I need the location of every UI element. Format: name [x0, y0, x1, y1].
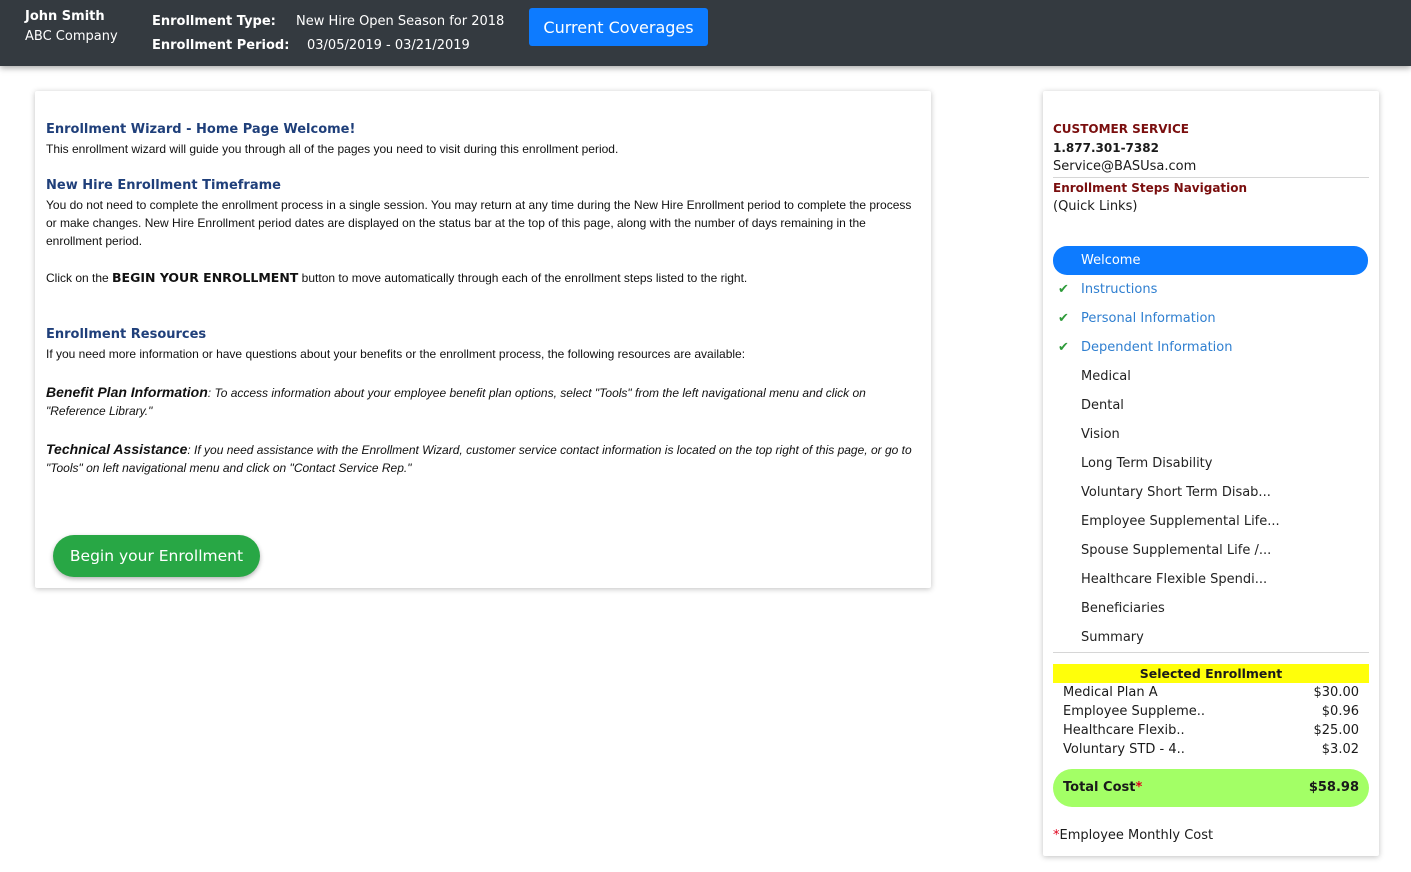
total-cost-value: $58.98	[1308, 780, 1359, 795]
timeframe-heading: New Hire Enrollment Timeframe	[46, 178, 281, 193]
nav-item-label: Voluntary Short Term Disab...	[1081, 485, 1271, 500]
customer-service-email[interactable]: Service@BASUsa.com	[1053, 159, 1197, 174]
nav-item-personal-information[interactable]	[1053, 304, 1368, 333]
selected-plan-name: Medical Plan A	[1063, 685, 1158, 700]
total-cost-label: Total Cost	[1063, 780, 1136, 795]
selected-plan-amount: $30.00	[1313, 685, 1359, 700]
nav-item-medical[interactable]	[1053, 362, 1368, 391]
timeframe-text: You do not need to complete the enrollment process in a single session. You may return at any time during the New Hire Enrollment period to complete the process or make changes. New Hire Enrollment period dates are displayed on the status bar at the top of this page, along with the number of days remaining in the enrollment period.	[46, 198, 912, 248]
welcome-heading: Enrollment Wizard - Home Page Welcome!	[46, 122, 356, 137]
footnote-text: Employee Monthly Cost	[1059, 828, 1214, 843]
selected-plan-amount: $0.96	[1321, 704, 1359, 719]
selected-enrollment-row	[1063, 702, 1359, 721]
benefit-plan-info	[46, 383, 918, 420]
nav-title: Enrollment Steps Navigation	[1053, 181, 1248, 195]
nav-item-label: Dental	[1081, 398, 1124, 413]
click-instruction-prefix: Click on the	[46, 271, 113, 285]
nav-item-beneficiaries[interactable]	[1053, 594, 1368, 623]
nav-subtitle: (Quick Links)	[1053, 199, 1138, 214]
enrollment-steps-nav	[1053, 246, 1368, 652]
click-instruction-suffix: button to move automatically through each of the enrollment steps listed to the right.	[298, 271, 748, 285]
enrollment-period-value: 03/05/2019 - 03/21/2019	[307, 38, 470, 53]
check-icon: ✔	[1058, 282, 1069, 297]
selected-enrollment-row	[1063, 721, 1359, 740]
nav-item-label: Long Term Disability	[1081, 456, 1213, 471]
customer-service-title: CUSTOMER SERVICE	[1053, 122, 1189, 136]
resources-heading: Enrollment Resources	[46, 327, 207, 342]
footnote-asterisk: *	[1053, 828, 1060, 843]
nav-item-label: Spouse Supplemental Life /...	[1081, 543, 1272, 558]
technical-assistance-lead: Technical Assistance	[46, 441, 188, 457]
nav-item-label: Vision	[1081, 427, 1120, 442]
enrollment-period-label: Enrollment Period:	[152, 38, 290, 53]
selected-enrollment-row	[1063, 740, 1359, 759]
nav-item-spouse-supplemental-life[interactable]	[1053, 536, 1368, 565]
check-icon: ✔	[1058, 311, 1069, 326]
check-icon: ✔	[1058, 340, 1069, 355]
enrollment-type-label: Enrollment Type:	[152, 14, 276, 29]
selected-plan-amount: $3.02	[1321, 742, 1359, 757]
welcome-panel	[35, 91, 931, 588]
company-name: ABC Company	[25, 29, 118, 44]
selected-plan-amount: $25.00	[1313, 723, 1359, 738]
nav-item-employee-supplemental-life[interactable]	[1053, 507, 1368, 536]
nav-item-label: Summary	[1081, 630, 1144, 645]
total-cost-asterisk: *	[1135, 780, 1143, 795]
nav-item-long-term-disability[interactable]	[1053, 449, 1368, 478]
selected-enrollment-header: Selected Enrollment	[1053, 664, 1369, 683]
nav-item-healthcare-flexible-spendi[interactable]	[1053, 565, 1368, 594]
nav-item-label: Welcome	[1081, 253, 1141, 268]
sidebar-divider	[1053, 652, 1369, 653]
resources-text: If you need more information or have questions about your benefits or the enrollment process, the following resources are available:	[46, 347, 746, 361]
technical-assistance-text: : If you need assistance with the Enrollment Wizard, customer service contact information is located on the top right of this page, or go to "Tools" on left navigational menu and click on "Contact Service Rep."	[46, 443, 912, 475]
selected-enrollment-row	[1063, 683, 1359, 702]
nav-item-welcome[interactable]	[1053, 246, 1368, 275]
total-cost-bar	[1053, 769, 1369, 807]
begin-enrollment-button[interactable]: Begin your Enrollment	[53, 535, 260, 577]
click-instruction-bold: BEGIN YOUR ENROLLMENT	[112, 270, 299, 285]
total-cost-label-group	[1063, 769, 1142, 807]
welcome-text: This enrollment wizard will guide you through all of the pages you need to visit during this enrollment period.	[46, 142, 619, 156]
nav-item-label: Medical	[1081, 369, 1131, 384]
benefit-plan-text: : To access information about your employee benefit plan options, select "Tools" from the left navigational menu and click on "Reference Library."	[46, 386, 866, 418]
nav-item-label: Beneficiaries	[1081, 601, 1165, 616]
nav-item-instructions[interactable]	[1053, 275, 1368, 304]
nav-item-vision[interactable]	[1053, 420, 1368, 449]
selected-plan-name: Employee Suppleme..	[1063, 704, 1206, 719]
nav-item-dental[interactable]	[1053, 391, 1368, 420]
enrollment-sidebar	[1043, 91, 1379, 856]
enrollment-type-value: New Hire Open Season for 2018	[296, 14, 505, 29]
user-name: John Smith	[25, 9, 105, 24]
nav-item-label: Healthcare Flexible Spendi...	[1081, 572, 1268, 587]
nav-item-voluntary-short-term-disab[interactable]	[1053, 478, 1368, 507]
top-status-bar	[0, 0, 1411, 66]
nav-item-label: Dependent Information	[1081, 340, 1233, 355]
technical-assistance	[46, 440, 918, 477]
nav-item-label: Employee Supplemental Life...	[1081, 514, 1280, 529]
nav-item-dependent-information[interactable]	[1053, 333, 1368, 362]
customer-service-phone: 1.877.301-7382	[1053, 141, 1159, 155]
selected-plan-name: Healthcare Flexib..	[1063, 723, 1185, 738]
nav-item-label: Personal Information	[1081, 311, 1216, 326]
current-coverages-button[interactable]: Current Coverages	[529, 8, 708, 46]
nav-item-label: Instructions	[1081, 282, 1158, 297]
benefit-plan-lead: Benefit Plan Information	[46, 384, 208, 400]
click-instruction	[46, 269, 918, 287]
selected-plan-name: Voluntary STD - 4..	[1063, 742, 1185, 757]
sidebar-divider	[1053, 177, 1369, 178]
cost-footnote	[1053, 828, 1213, 843]
nav-item-summary[interactable]	[1053, 623, 1368, 652]
